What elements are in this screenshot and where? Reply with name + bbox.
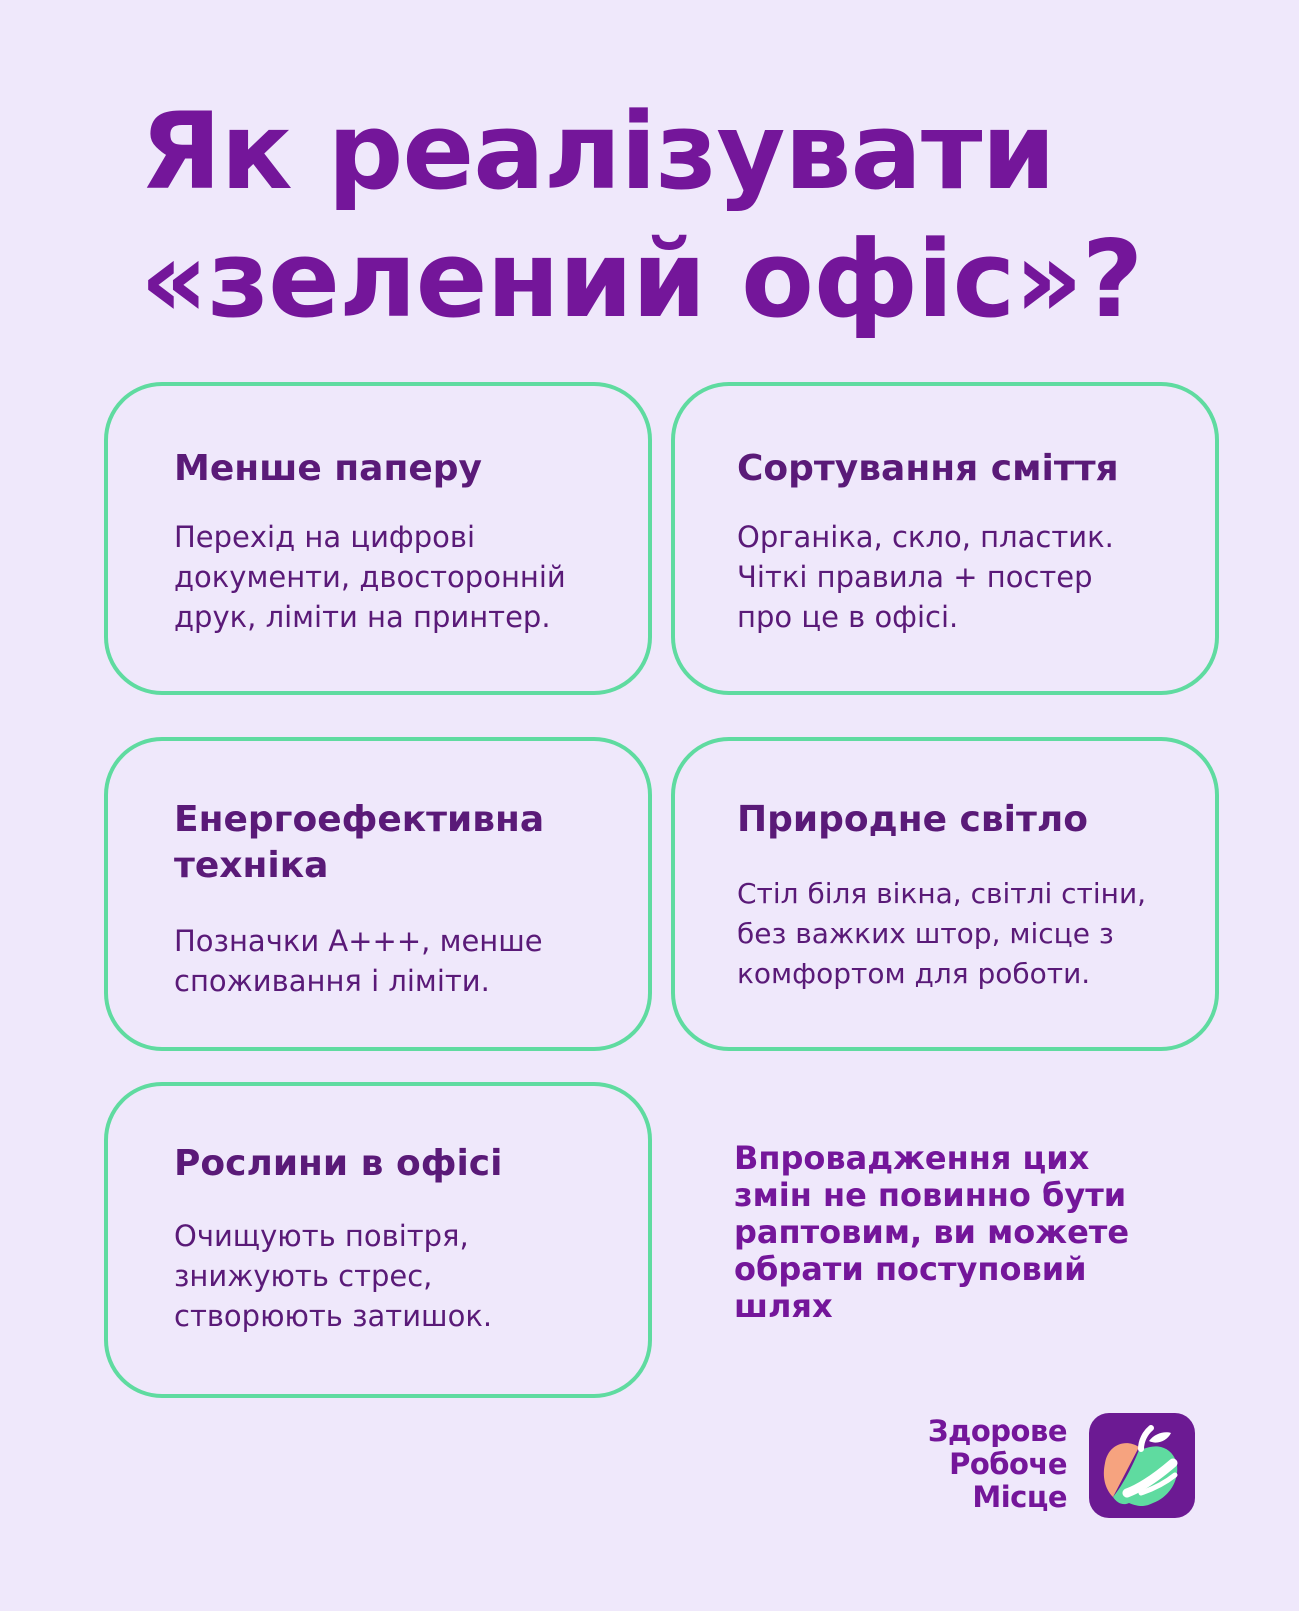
closing-note: Впровадження цих змін не повинно бути раптовим, ви можете обрати поступовий шлях	[734, 1139, 1130, 1325]
page-title	[140, 88, 1142, 344]
tip-card-natural-light	[671, 737, 1219, 1051]
brand-line: Здорове	[927, 1414, 1067, 1448]
card-text	[174, 517, 628, 637]
card-text-line: друк, ліміти на принтер.	[174, 600, 551, 634]
page-title-line: Як реалізувати	[140, 90, 1055, 213]
card-text-line: Очищують повітря,	[174, 1219, 469, 1253]
card-text-line: про це в офісі.	[737, 600, 959, 634]
card-heading: Менше паперу	[174, 448, 482, 489]
card-text-line: Стіл біля вікна, світлі стіни,	[737, 877, 1147, 910]
tip-card-less-paper	[104, 382, 652, 695]
card-heading: Рослини в офісі	[174, 1143, 503, 1184]
card-text-line: споживання і ліміти.	[174, 964, 490, 998]
card-text-line: Перехід на цифрові	[174, 520, 476, 554]
tip-card-office-plants	[104, 1082, 652, 1398]
card-text-line: Чіткі правила + постер	[737, 560, 1093, 594]
tip-card-energy-efficient	[104, 737, 652, 1051]
apple-logo-icon	[1089, 1413, 1195, 1518]
card-text	[174, 1216, 628, 1336]
brand-line: Місце	[972, 1480, 1067, 1514]
card-text	[737, 874, 1205, 994]
card-heading: Природне світло	[737, 799, 1088, 840]
card-text-line: комфортом для роботи.	[737, 957, 1091, 990]
card-text-line: документи, двосторонній	[174, 560, 566, 594]
card-text	[737, 517, 1195, 637]
card-text-line: Позначки А+++, менше	[174, 924, 543, 958]
card-text-line: знижують стрес,	[174, 1259, 433, 1293]
page-title-line: «зелений офіс»?	[140, 218, 1143, 341]
card-text	[174, 921, 628, 1001]
card-text-line: без важких штор, місце з	[737, 917, 1114, 950]
brand-line: Робоче	[949, 1447, 1067, 1481]
card-text-line: створюють затишок.	[174, 1299, 493, 1333]
card-text-line: Органіка, скло, пластик.	[737, 520, 1114, 554]
card-heading: Енергоефективна техніка	[174, 799, 545, 886]
tip-card-waste-sorting	[671, 382, 1219, 695]
card-heading: Сортування сміття	[737, 448, 1119, 489]
brand-wordmark	[928, 1415, 1067, 1514]
